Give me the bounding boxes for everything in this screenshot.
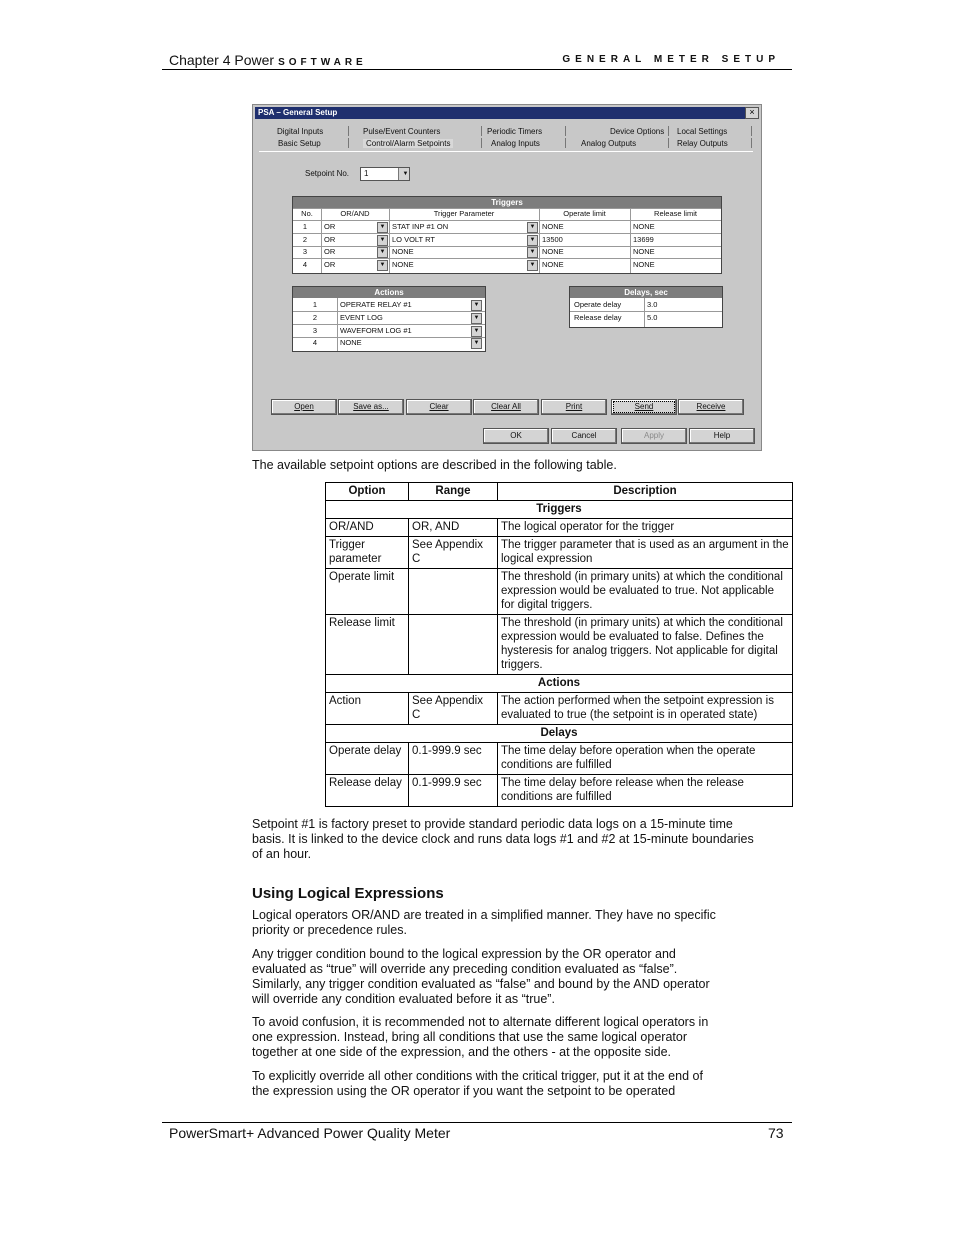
range-cell: 0.1-999.9 sec — [409, 775, 498, 807]
action-row-number: 4 — [312, 338, 318, 348]
setpoint-label: Setpoint No. — [305, 169, 350, 178]
chevron-down-icon[interactable]: ▼ — [377, 260, 388, 271]
clear-button[interactable]: Clear — [406, 399, 472, 415]
delays-title: Delays, sec — [570, 287, 722, 298]
intro-text: The available setpoint options are described in the following table. — [252, 458, 617, 472]
trigger-cell[interactable]: OR — [324, 247, 336, 256]
tab-divider — [259, 151, 753, 152]
table-row — [326, 775, 793, 807]
header-rule — [162, 69, 792, 70]
trigger-row-number: 4 — [302, 259, 308, 269]
grid-line — [644, 298, 645, 327]
text-line: Logical operators OR/AND are treated in a simplified manner. They have no specific — [252, 908, 716, 922]
help-button[interactable]: Help — [689, 428, 755, 444]
description-cell: The threshold (in primary units) at which the conditional expression would be evaluated to false. Defines the hysteresis for analog triggers. Not applicable for digital triggers. — [498, 615, 793, 675]
setpoint-options-table — [325, 482, 793, 807]
description-cell: The action performed when the setpoint expression is evaluated to true (the setpoint is in operated state) — [498, 693, 793, 725]
trigger-cell[interactable]: NONE — [392, 247, 414, 256]
actions-title: Actions — [293, 287, 485, 298]
text-line: basis. It is linked to the device clock and runs data logs #1 and #2 at 15-minute boundaries — [252, 832, 754, 846]
option-cell: Operate limit — [326, 569, 409, 615]
trigger-row-number: 3 — [302, 247, 308, 256]
text-line: priority or precedence rules. — [252, 923, 407, 937]
range-cell: See Appendix C — [409, 693, 498, 725]
table-row — [326, 615, 793, 675]
range-cell: See Appendix C — [409, 537, 498, 569]
trigger-column-header: No. — [301, 209, 313, 218]
table-header-row — [326, 483, 793, 501]
description-cell: The threshold (in primary units) at which the conditional expression would be evaluated to true. Not applicable for digital triggers. — [498, 569, 793, 615]
chevron-down-icon[interactable]: ▼ — [527, 260, 538, 271]
tab-separator — [565, 126, 566, 136]
trigger-cell[interactable]: STAT INP #1 ON — [392, 222, 449, 231]
delay-label: Operate delay — [574, 300, 622, 309]
action-row-number: 1 — [312, 300, 318, 309]
text-line: Any trigger condition bound to the logical expression by the OR operator and — [252, 947, 676, 961]
trigger-cell: NONE — [633, 259, 655, 269]
section-header: GENERAL METER SETUP — [562, 54, 780, 65]
open-button[interactable]: Open — [271, 399, 337, 415]
range-cell: OR, AND — [409, 519, 498, 537]
setpoint1-paragraph — [252, 817, 754, 862]
trigger-column-header: Trigger Parameter — [433, 209, 495, 218]
table-section-row — [326, 501, 793, 519]
range-cell — [409, 615, 498, 675]
trigger-cell: NONE — [542, 222, 564, 231]
tab-analog-inputs[interactable]: Analog Inputs — [491, 139, 540, 148]
logical-paragraph-2 — [252, 947, 710, 1007]
general-setup-dialog — [252, 104, 762, 451]
setpoint-select[interactable] — [360, 167, 410, 181]
tab-control-alarm-setpoints[interactable]: Control/Alarm Setpoints — [363, 139, 453, 148]
trigger-cell[interactable]: LO VOLT RT — [392, 234, 435, 244]
action-cell[interactable]: EVENT LOG — [340, 312, 383, 322]
trigger-column-header: OR/AND — [340, 209, 370, 218]
actions-grid — [292, 286, 486, 352]
text-line: will override any condition evaluated before it as “true”. — [252, 992, 555, 1006]
chevron-down-icon[interactable]: ▼ — [471, 338, 482, 349]
table-section-row — [326, 725, 793, 743]
chevron-down-icon[interactable]: ▼ — [377, 247, 388, 258]
tab-separator — [751, 138, 752, 148]
option-cell: Trigger parameter — [326, 537, 409, 569]
option-cell: Action — [326, 693, 409, 725]
close-icon[interactable]: × — [745, 107, 759, 119]
tab-separator — [481, 138, 482, 148]
grid-line — [539, 208, 540, 273]
tab-local-settings[interactable]: Local Settings — [677, 127, 728, 136]
triggers-grid — [292, 196, 722, 274]
table-row — [326, 569, 793, 615]
grid-line — [389, 208, 390, 273]
text-line: To avoid confusion, it is recommended not to alternate different logical operators in — [252, 1015, 709, 1029]
chevron-down-icon[interactable]: ▼ — [527, 222, 538, 233]
column-header: Option — [326, 483, 409, 501]
delay-value[interactable]: 5.0 — [647, 313, 658, 322]
action-cell[interactable]: OPERATE RELAY #1 — [340, 300, 412, 309]
description-cell: The logical operator for the trigger — [498, 519, 793, 537]
logical-paragraph-3 — [252, 1015, 708, 1060]
trigger-column-header: Operate limit — [563, 209, 606, 218]
section-title: Actions — [326, 675, 793, 693]
apply-button[interactable]: Apply — [621, 428, 687, 444]
chapter-software: SOFTWARE — [278, 57, 367, 68]
table-row — [326, 519, 793, 537]
text-line: one expression. Instead, bring all conditions that use the same logical operator — [252, 1030, 687, 1044]
tab-separator — [668, 138, 669, 148]
tab-pulse-event-counters[interactable]: Pulse/Event Counters — [363, 127, 441, 136]
trigger-cell: NONE — [542, 259, 564, 269]
option-cell: Release limit — [326, 615, 409, 675]
logical-paragraph-4 — [252, 1069, 703, 1099]
chevron-down-icon[interactable]: ▼ — [377, 222, 388, 233]
trigger-cell[interactable]: OR — [324, 222, 336, 231]
page-number: 73 — [768, 1125, 784, 1141]
trigger-row-number: 2 — [302, 234, 308, 244]
text-line: To explicitly override all other conditions with the critical trigger, put it at the end of — [252, 1069, 703, 1083]
chevron-down-icon[interactable]: ▼ — [471, 326, 482, 337]
dialog-title: PSA – General Setup — [255, 107, 759, 119]
trigger-cell: NONE — [542, 247, 564, 256]
chevron-down-icon[interactable]: ▼ — [471, 300, 482, 311]
table-row — [326, 537, 793, 569]
trigger-column-header: Release limit — [654, 209, 697, 218]
trigger-row-number: 1 — [302, 222, 308, 231]
option-cell: Release delay — [326, 775, 409, 807]
text-line: the expression using the OR operator if you want the setpoint to be operated — [252, 1084, 676, 1098]
range-cell — [409, 569, 498, 615]
delays-grid — [569, 286, 723, 328]
logical-paragraph-1 — [252, 908, 716, 938]
description-cell: The time delay before operation when the operate conditions are fulfilled — [498, 743, 793, 775]
receive-button[interactable]: Receive — [678, 399, 744, 415]
option-cell: Operate delay — [326, 743, 409, 775]
trigger-cell[interactable]: OR — [324, 259, 336, 269]
print-button[interactable]: Print — [541, 399, 607, 415]
text-line: of an hour. — [252, 847, 312, 861]
section-title: Delays — [326, 725, 793, 743]
delay-value[interactable]: 3.0 — [647, 300, 658, 309]
tab-periodic-timers[interactable]: Periodic Timers — [487, 127, 543, 136]
chevron-down-icon[interactable]: ▼ — [527, 247, 538, 258]
text-line: evaluated as “true” will override any preceding condition evaluated as “false”. — [252, 962, 678, 976]
tab-separator — [668, 126, 669, 136]
text-line: together at one side of the expression, and the others - at the opposite side. — [252, 1045, 672, 1059]
tab-separator — [348, 126, 349, 136]
cancel-button[interactable]: Cancel — [551, 428, 617, 444]
tab-digital-inputs[interactable]: Digital Inputs — [277, 127, 324, 136]
trigger-cell[interactable]: OR — [324, 234, 336, 244]
chevron-down-icon[interactable]: ▼ — [527, 235, 538, 246]
chevron-down-icon[interactable]: ▼ — [398, 168, 409, 180]
description-cell: The time delay before release when the release conditions are fulfilled — [498, 775, 793, 807]
chapter-title: Chapter 4 Power — [169, 52, 275, 68]
chevron-down-icon[interactable]: ▼ — [471, 313, 482, 324]
triggers-title: Triggers — [293, 197, 721, 208]
trigger-cell: 13699 — [633, 234, 654, 244]
section-title: Triggers — [326, 501, 793, 519]
column-header: Description — [498, 483, 793, 501]
option-cell: OR/AND — [326, 519, 409, 537]
setpoint-value: 1 — [364, 169, 369, 178]
grid-line — [321, 208, 322, 273]
range-cell: 0.1-999.9 sec — [409, 743, 498, 775]
footer-rule — [162, 1122, 792, 1123]
tab-separator — [348, 138, 349, 148]
tab-device-options[interactable]: Device Options — [610, 127, 665, 136]
chapter-header — [169, 52, 367, 68]
grid-line — [630, 208, 631, 273]
action-cell[interactable]: WAVEFORM LOG #1 — [340, 325, 412, 335]
chevron-down-icon[interactable]: ▼ — [377, 235, 388, 246]
tab-relay-outputs[interactable]: Relay Outputs — [677, 139, 728, 148]
description-cell: The trigger parameter that is used as an argument in the logical expression — [498, 537, 793, 569]
save-as-button[interactable]: Save as... — [338, 399, 404, 415]
trigger-cell: NONE — [633, 222, 655, 231]
action-row-number: 2 — [312, 312, 318, 322]
action-cell[interactable]: NONE — [340, 338, 362, 348]
trigger-cell: NONE — [633, 247, 655, 256]
clear-all-button[interactable]: Clear All — [473, 399, 539, 415]
send-button[interactable]: Send — [611, 399, 677, 415]
table-row — [326, 743, 793, 775]
ok-button[interactable]: OK — [483, 428, 549, 444]
tab-analog-outputs[interactable]: Analog Outputs — [581, 139, 637, 148]
tab-separator — [481, 126, 482, 136]
text-line: Similarly, any trigger condition evaluated as “false” and bound by the AND operator — [252, 977, 710, 991]
tab-separator — [565, 138, 566, 148]
footer-title: PowerSmart+ Advanced Power Quality Meter — [169, 1125, 451, 1141]
action-row-number: 3 — [312, 325, 318, 335]
trigger-cell: 13500 — [542, 234, 563, 244]
tab-basic-setup[interactable]: Basic Setup — [278, 139, 321, 148]
table-section-row — [326, 675, 793, 693]
section-heading: Using Logical Expressions — [252, 885, 444, 902]
text-line: Setpoint #1 is factory preset to provide standard periodic data logs on a 15-minute time — [252, 817, 733, 831]
table-row — [326, 693, 793, 725]
delay-label: Release delay — [574, 313, 622, 322]
trigger-cell[interactable]: NONE — [392, 259, 414, 269]
tab-separator — [751, 126, 752, 136]
column-header: Range — [409, 483, 498, 501]
